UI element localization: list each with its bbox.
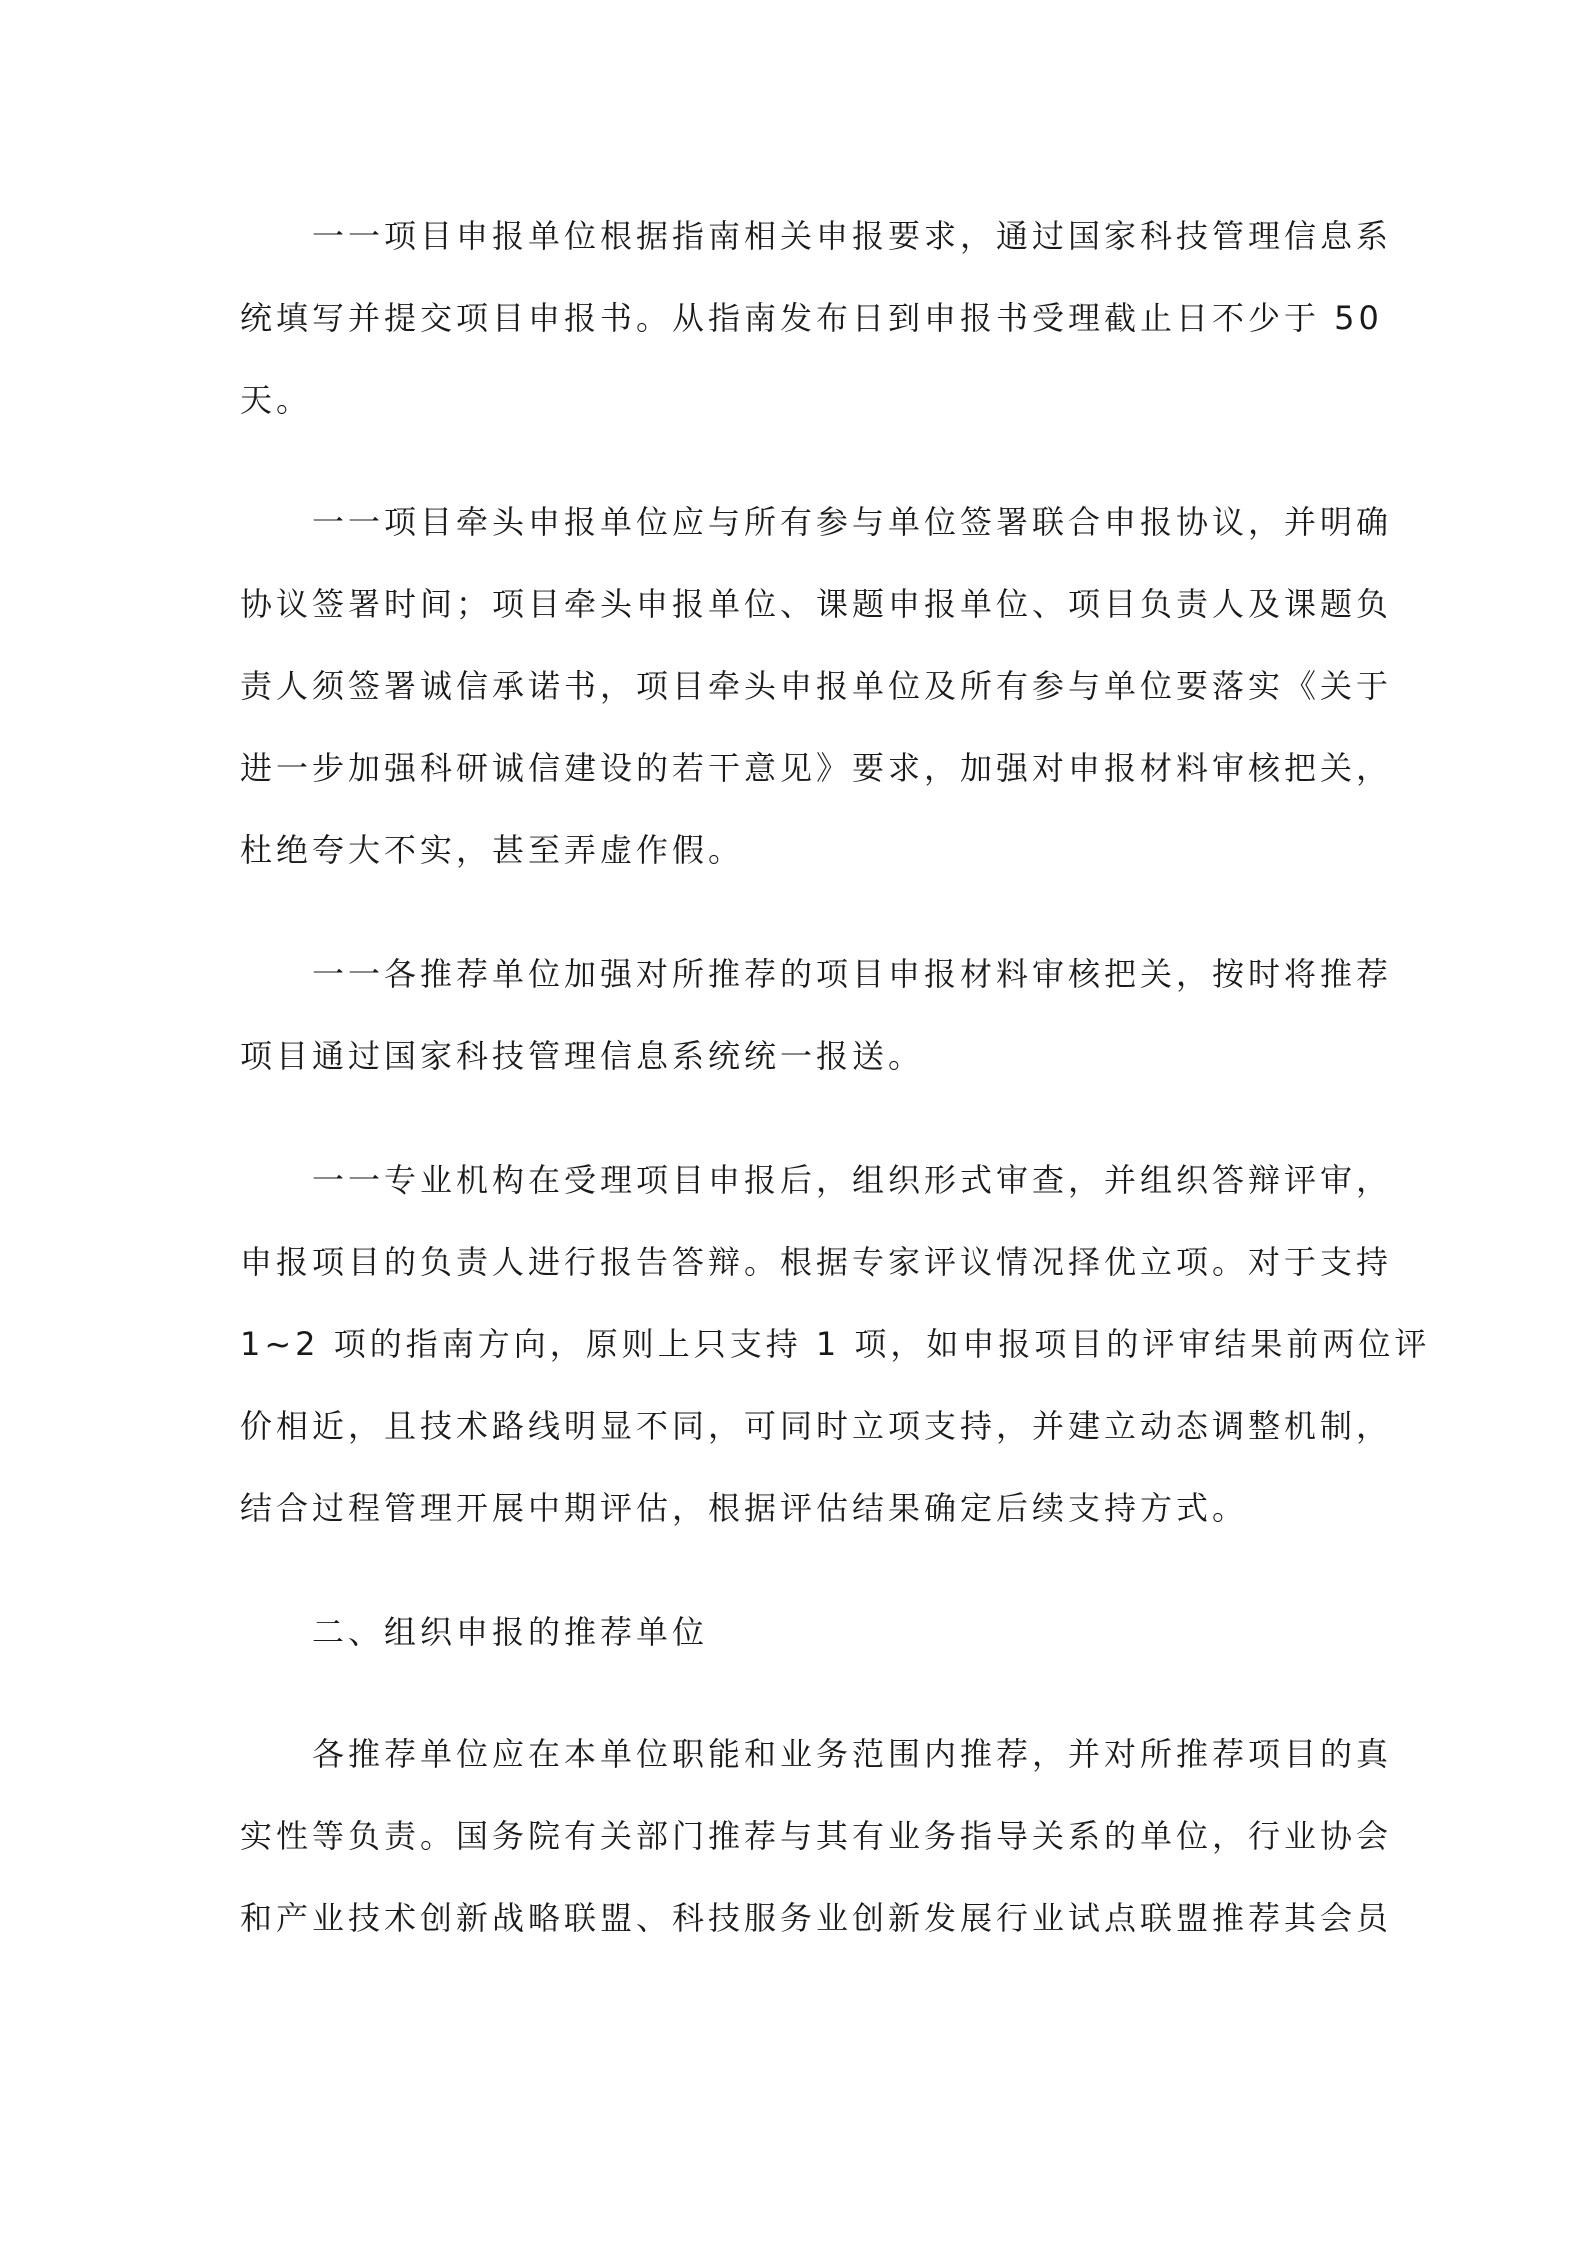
text-line: 进一步加强科研诚信建设的若干意见》要求，加强对申报材料审核把关， bbox=[240, 749, 1393, 787]
document-page bbox=[240, 195, 1431, 1959]
text-line: 实性等负责。国务院有关部门推荐与其有业务指导关系的单位，行业协会 bbox=[240, 1817, 1393, 1855]
paragraph-recommending-units bbox=[240, 1713, 1393, 1959]
text-line: 统填写并提交项目申报书。从指南发布日到申报书受理截止日不少于 50 bbox=[240, 299, 1383, 337]
text-line: 1~2 项的指南方向，原则上只支持 1 项，如申报项目的评审结果前两位评 bbox=[240, 1325, 1431, 1363]
paragraph-recommending-units-review bbox=[240, 933, 1393, 1097]
text-line: 责人须签署诚信承诺书，项目牵头申报单位及所有参与单位要落实《关于 bbox=[240, 667, 1393, 705]
text-line: 申报项目的负责人进行报告答辩。根据专家评议情况择优立项。对于支持 bbox=[240, 1243, 1393, 1281]
text-line: 和产业技术创新战略联盟、科技服务业创新发展行业试点联盟推荐其会员 bbox=[240, 1899, 1393, 1937]
text-line: 天。 bbox=[240, 381, 313, 419]
text-line: 结合过程管理开展中期评估，根据评估结果确定后续支持方式。 bbox=[240, 1489, 1249, 1527]
text-line: 各推荐单位应在本单位职能和业务范围内推荐，并对所推荐项目的真 bbox=[312, 1735, 1393, 1773]
paragraph-application-submission bbox=[240, 195, 1393, 441]
paragraph-professional-review bbox=[240, 1139, 1431, 1549]
text-line: 一一项目申报单位根据指南相关申报要求，通过国家科技管理信息系 bbox=[312, 217, 1393, 255]
text-line: 一一各推荐单位加强对所推荐的项目申报材料审核把关，按时将推荐 bbox=[312, 955, 1393, 993]
text-line: 一一专业机构在受理项目申报后，组织形式审查，并组织答辩评审， bbox=[312, 1161, 1393, 1199]
text-line: 协议签署时间；项目牵头申报单位、课题申报单位、项目负责人及课题负 bbox=[240, 585, 1393, 623]
text-line: 项目通过国家科技管理信息系统统一报送。 bbox=[240, 1037, 925, 1075]
text-line: 价相近，且技术路线明显不同，可同时立项支持，并建立动态调整机制， bbox=[240, 1407, 1393, 1445]
text-line: 杜绝夸大不实，甚至弄虚作假。 bbox=[240, 831, 745, 869]
text-line: 一一项目牵头申报单位应与所有参与单位签署联合申报协议，并明确 bbox=[312, 503, 1393, 541]
heading-text: 二、组织申报的推荐单位 bbox=[312, 1613, 709, 1651]
paragraph-joint-agreement bbox=[240, 481, 1393, 891]
section-heading bbox=[240, 1591, 1352, 1673]
